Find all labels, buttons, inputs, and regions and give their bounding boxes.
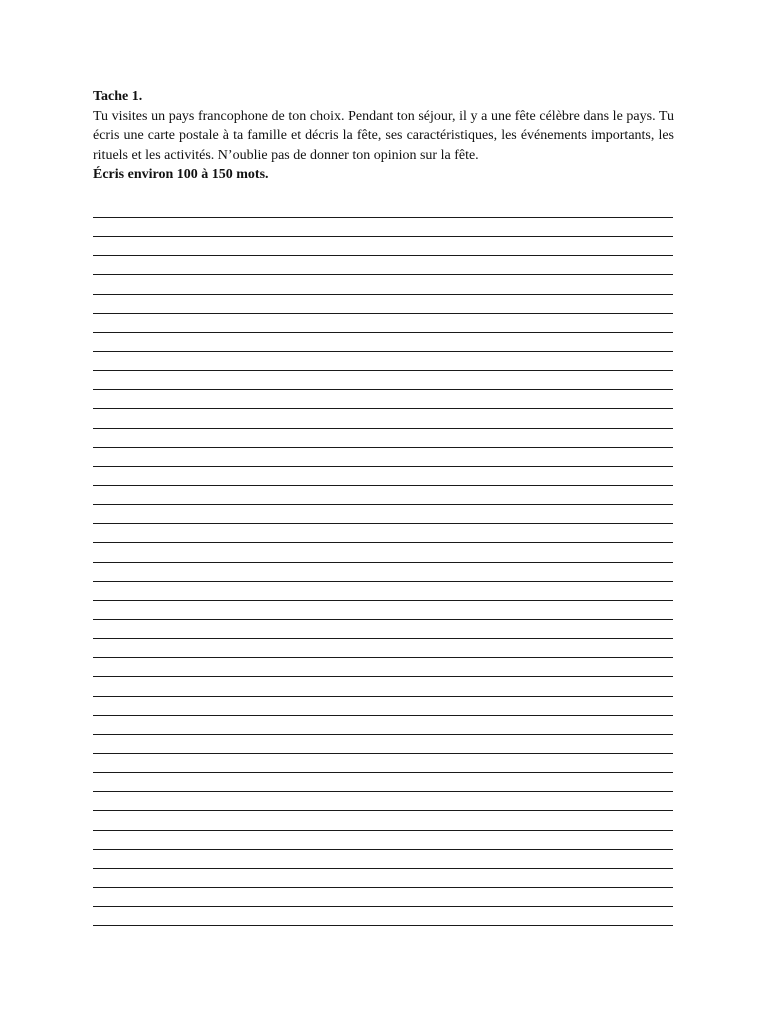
answer-line[interactable] <box>93 485 673 504</box>
answer-lines[interactable] <box>93 217 673 944</box>
answer-line[interactable] <box>93 676 673 695</box>
answer-line[interactable] <box>93 696 673 715</box>
answer-line[interactable] <box>93 351 673 370</box>
answer-line[interactable] <box>93 772 673 791</box>
answer-line[interactable] <box>93 619 673 638</box>
answer-line[interactable] <box>93 428 673 447</box>
answer-line[interactable] <box>93 734 673 753</box>
answer-line[interactable] <box>93 274 673 293</box>
answer-line[interactable] <box>93 255 673 274</box>
task-block <box>93 87 674 185</box>
answer-line[interactable] <box>93 523 673 542</box>
answer-line[interactable] <box>93 504 673 523</box>
answer-line[interactable] <box>93 657 673 676</box>
answer-line[interactable] <box>93 389 673 408</box>
answer-line[interactable] <box>93 332 673 351</box>
answer-line[interactable] <box>93 217 673 236</box>
answer-line[interactable] <box>93 562 673 581</box>
answer-line[interactable] <box>93 868 673 887</box>
answer-line[interactable] <box>93 791 673 810</box>
answer-line[interactable] <box>93 408 673 427</box>
answer-line[interactable] <box>93 236 673 255</box>
word-count-instruction: Écris environ 100 à 150 mots. <box>93 167 269 182</box>
answer-line[interactable] <box>93 542 673 561</box>
answer-line[interactable] <box>93 753 673 772</box>
answer-line[interactable] <box>93 925 673 944</box>
answer-line[interactable] <box>93 638 673 657</box>
answer-line[interactable] <box>93 370 673 389</box>
task-title: Tache 1. <box>93 89 143 104</box>
answer-line[interactable] <box>93 313 673 332</box>
answer-line[interactable] <box>93 600 673 619</box>
answer-line[interactable] <box>93 294 673 313</box>
answer-line[interactable] <box>93 810 673 829</box>
answer-line[interactable] <box>93 447 673 466</box>
answer-line[interactable] <box>93 906 673 925</box>
answer-line[interactable] <box>93 887 673 906</box>
answer-line[interactable] <box>93 466 673 485</box>
answer-line[interactable] <box>93 830 673 849</box>
task-instructions: Tu visites un pays francophone de ton choix. Pendant ton séjour, il y a une fête célèbre dans le pays. Tu écris une carte postale à ta famille et décris la fête, ses caractéristiques, les événements importants, les rituels et les activités. N’oublie pas de donner ton opinion sur la fête. <box>93 108 674 163</box>
answer-line[interactable] <box>93 715 673 734</box>
answer-line[interactable] <box>93 849 673 868</box>
answer-line[interactable] <box>93 581 673 600</box>
